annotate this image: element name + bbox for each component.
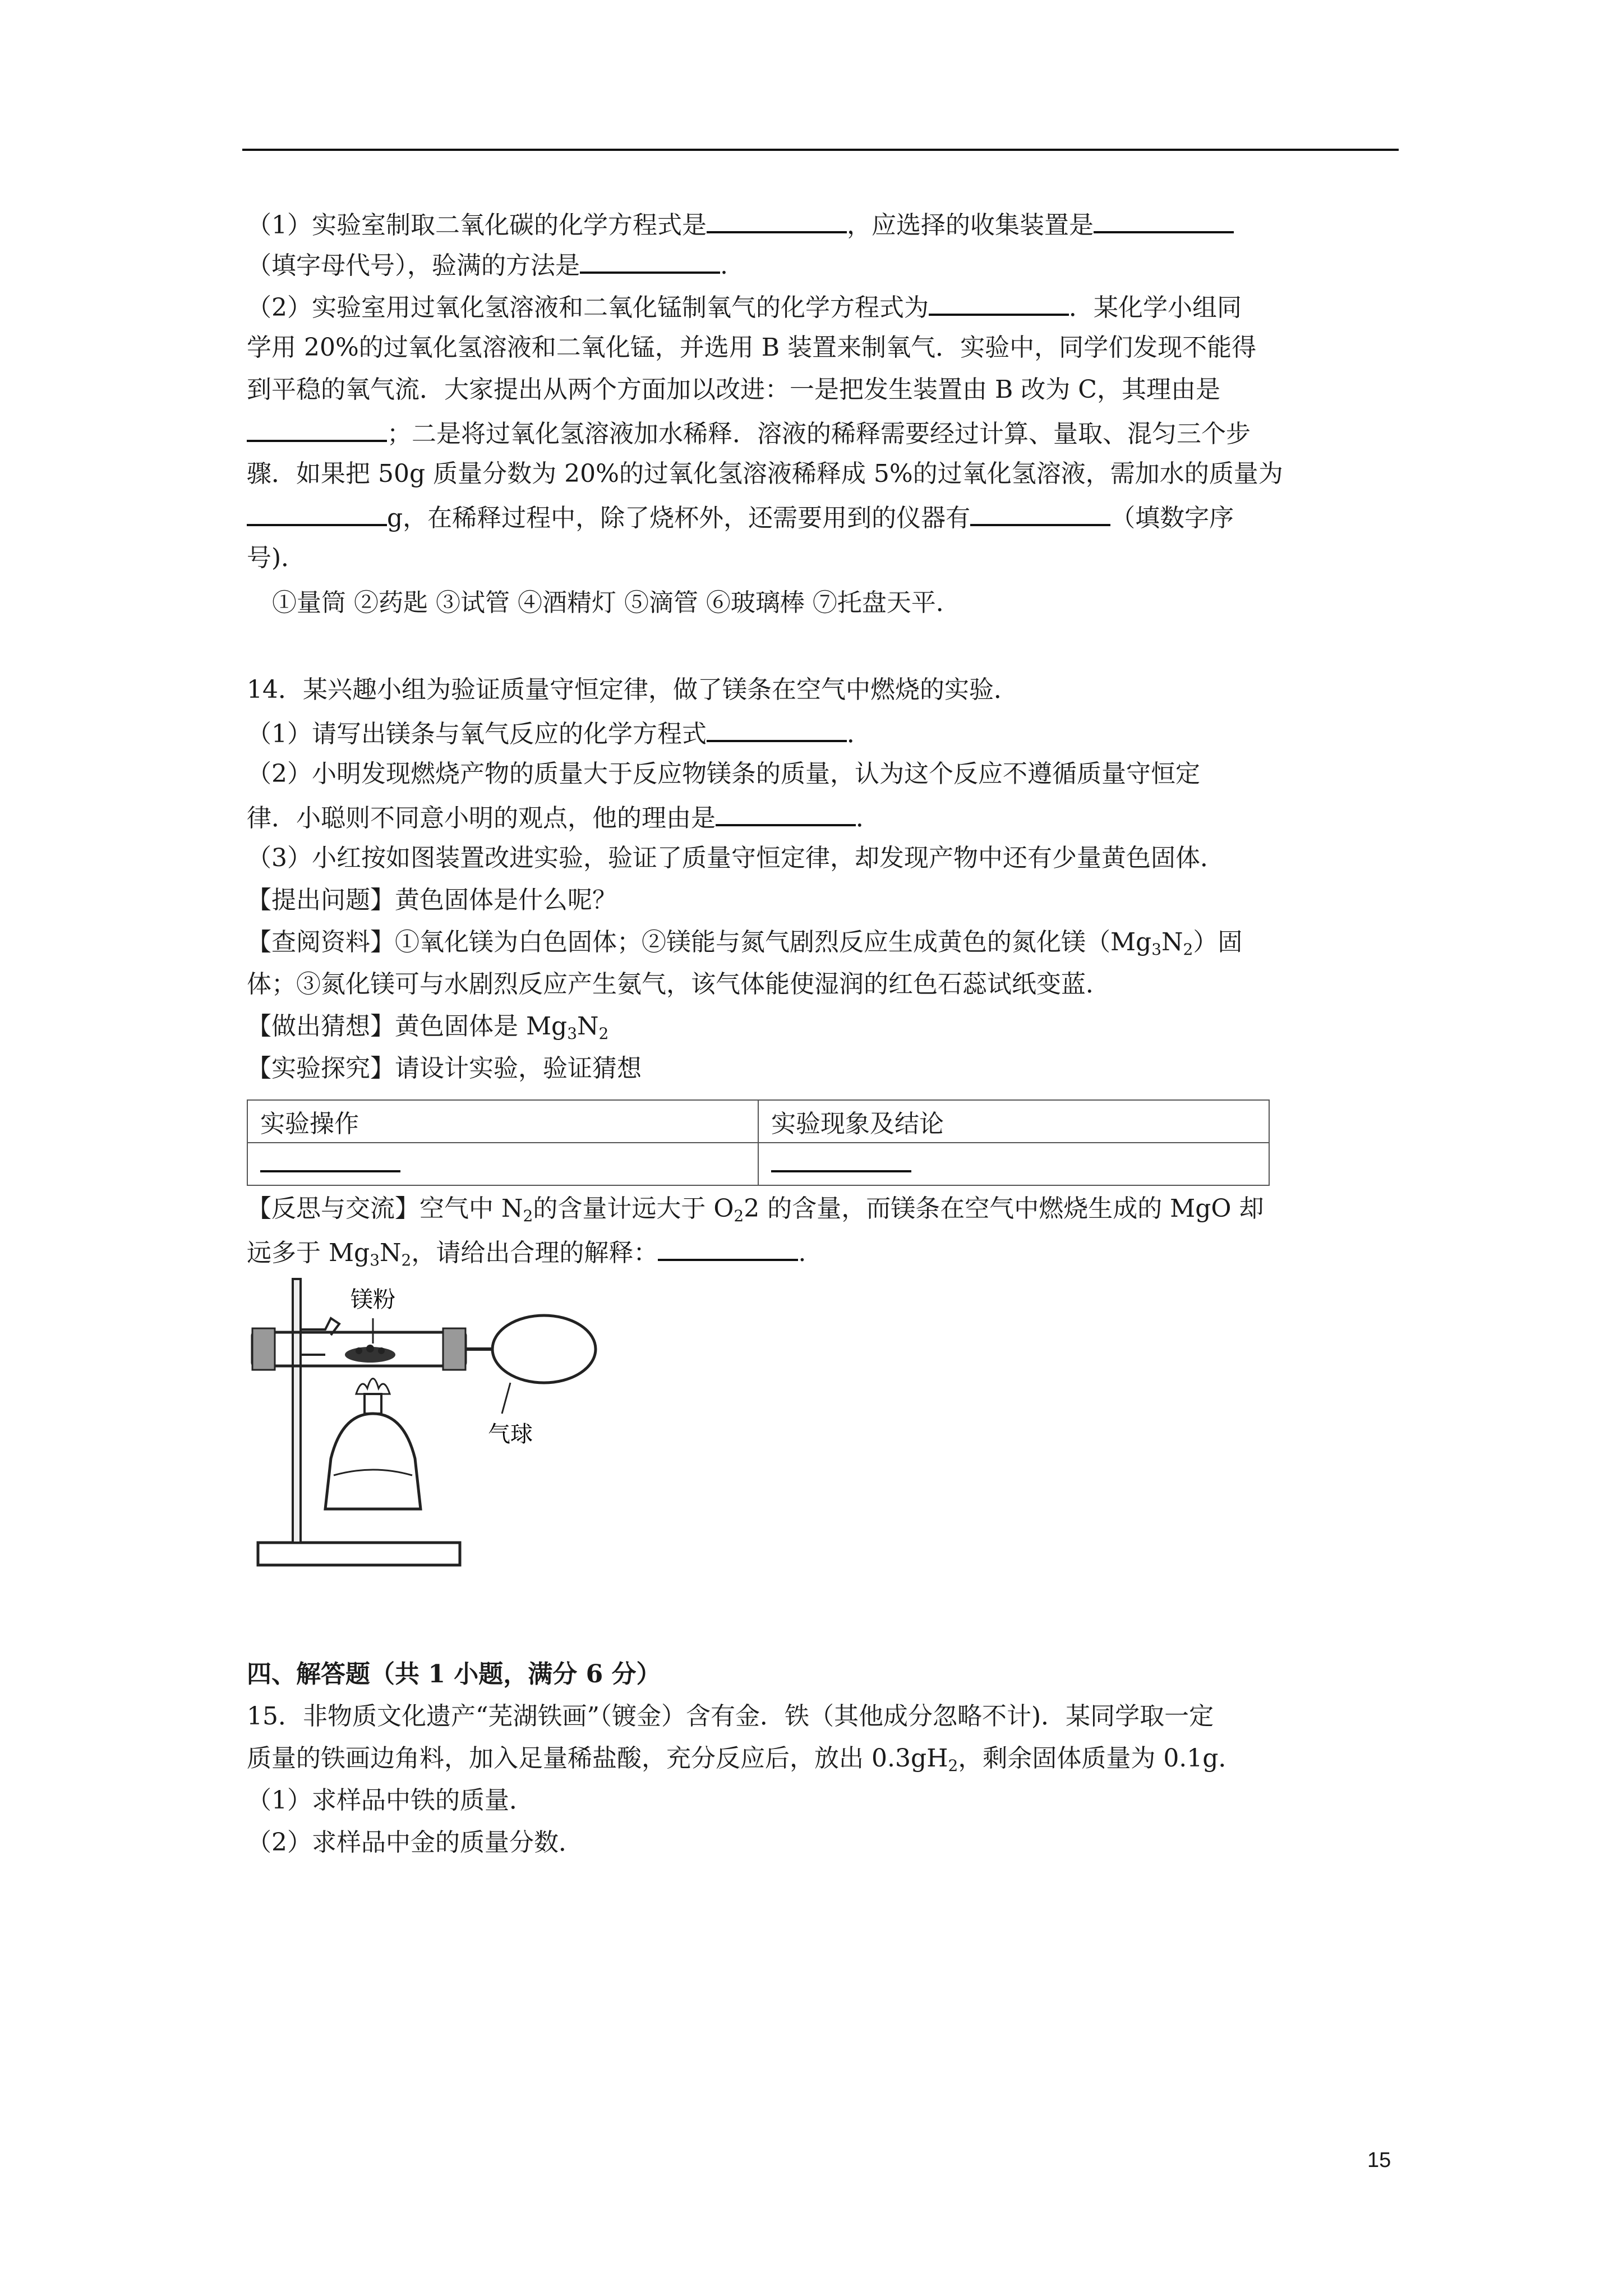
q14-text: ）固 [1193,928,1243,956]
q14-part3: （3）小红按如图装置改进实验，验证了质量守恒定律，却发现产物中还有少量黄色固体． [247,844,1225,872]
q14-text: 2 的含量，而镁条在空气中燃烧生成的 MgO 却 [744,1194,1264,1223]
table-header-row [247,1100,1269,1143]
subscript: 3 [567,1024,578,1043]
q15-text: ，剩余固体质量为 0.1g． [958,1744,1243,1773]
subscript: 2 [401,1251,412,1269]
table-header-cell: 实验操作 [247,1100,758,1143]
table-cell [758,1143,1269,1185]
subscript: 2 [523,1207,533,1225]
lamp-liquid [334,1470,412,1475]
stopper-right [443,1328,465,1370]
page-number: 15 [1367,2148,1391,2172]
q13-text: （1）实验室制取二氧化碳的化学方程式是 [247,211,707,240]
q14-part2-line2 [247,799,1402,835]
answer-blank [716,799,856,826]
table-row [247,1143,1269,1185]
section-heading: 四、解答题（共 1 小题，满分 6 分） [247,1660,661,1688]
q15-line1: 15．非物质文化遗产“芜湖铁画”（镀金）含有金．铁（其他成分忽略不计)．某同学取一定 [247,1702,1214,1731]
header-rule [242,149,1399,151]
q15-part1: （1）求样品中铁的质量． [247,1786,534,1815]
q13-text: （2）实验室用过氧化氢溶液和二氧化锰制氧气的化学方程式为 [247,293,929,322]
q14-reference-line1: 【查阅资料】①氧化镁为白色固体；②镁能与氮气剧烈反应生成黄色的氮化镁$(Mg_3N_2)$固 [247,928,1243,959]
q13-part2-line3: 到平稳的氧气流．大家提出从两个方面加以改进：一是把发生装置由 B 改为 C，其理由是 [247,375,1220,404]
subscript: 2 [1183,940,1193,959]
q14-text: . [798,1239,806,1267]
q13-text: （填数字序 [1110,504,1234,532]
table-cell [247,1143,758,1185]
q13-part1-line2 [247,247,1402,283]
q13-part2-line6 [247,499,1402,535]
balloon [492,1315,596,1383]
balloon-pointer [502,1383,510,1414]
q14-title: 14．某兴趣小组为验证质量守恒定律，做了镁条在空气中燃烧的实验． [247,675,1018,704]
apparatus-figure [247,1273,673,1576]
q14-text: ． [847,720,872,748]
q14-reflect-line1 [247,1192,1402,1226]
subscript: 3 [1151,940,1162,959]
stand-base [258,1543,460,1565]
q14-guess: 【做出猜想】黄色固体是 $Mg_3N_2$ [247,1012,609,1043]
subscript: 2 [598,1024,609,1043]
lamp-wick-holder [365,1394,381,1414]
stopper-left [252,1328,275,1370]
q14-part2-line1: （2）小明发现燃烧产物的质量大于反应物镁条的质量，认为这个反应不遵循质量守恒定 [247,760,1200,788]
q13-text: ．某化学小组同 [1069,293,1242,322]
q13-part2-line7: 号)． [247,544,306,572]
q13-text: ；二是将过氧化氢溶液加水稀释．溶液的稀释需要经过计算、量取、混匀三个步 [387,420,1251,448]
q14-text: （1）请写出镁条与氧气反应的化学方程式 [247,720,707,748]
answer-blank [247,415,387,442]
subscript: 3 [370,1251,380,1269]
instrument-list: ①量筒 ②药匙 ③试管 ④酒精灯 ⑤滴管 ⑥玻璃棒 ⑦托盘天平． [272,588,961,617]
subscript: 2 [734,1207,744,1225]
q13-text: g，在稀释过程中，除了烧杯外，还需要用到的仪器有 [387,504,971,532]
answer-blank [771,1153,911,1172]
clamp [301,1318,339,1355]
magnesium-powder [345,1345,395,1363]
q13-part1-line1 [247,206,1402,242]
stand-rod [293,1279,301,1543]
experiment-table [247,1099,1270,1186]
answer-blank [580,247,720,274]
q14-text: ，请给出合理的解释： [411,1239,658,1267]
q14-text: ． [856,804,880,832]
q14-part1 [247,715,1402,751]
q13-part2-line1 [247,289,1402,325]
flame [356,1379,390,1395]
subscript: 2 [948,1756,958,1775]
q13-part2-line5: 骤．如果把 50g 质量分数为 20%的过氧化氢溶液稀释成 5%的过氧化氢溶液，需加水的质量为 [247,459,1283,488]
table-header-cell: 实验现象及结论 [758,1100,1269,1143]
q14-text: 的含量计远大于 O [533,1194,734,1223]
q14-text: 【反思与交流】空气中 N [247,1194,523,1223]
q13-text: （填字母代号），验满的方法是 [247,251,580,280]
label-balloon: 气球 [488,1421,533,1447]
q15-line2 [247,1742,1402,1775]
q13-part2-line4 [247,415,1402,451]
answer-blank [929,289,1069,316]
q14-text: 律．小聪则不同意小明的观点，他的理由是 [247,804,716,832]
q14-question: 【提出问题】黄色固体是什么呢？ [247,886,617,914]
q14-reflect-line2: 远多于 $Mg_3N_2$，请给出合理的解释： . [247,1234,1402,1270]
answer-blank [247,499,387,526]
q15-text: 质量的铁画边角料，加入足量稀盐酸，充分反应后，放出 0.3gH [247,1744,948,1773]
q14-text: 【查阅资料】①氧化镁为白色固体；②镁能与氮气剧烈反应生成黄色的氮化镁（Mg [247,928,1152,956]
q15-part2: （2）求样品中金的质量分数． [247,1828,583,1857]
q14-text: 【做出猜想】黄色固体是 Mg [247,1012,568,1041]
answer-blank [707,206,847,233]
q14-text: 远多于 Mg [247,1239,370,1267]
q13-part2-line2: 学用 20%的过氧化氢溶液和二氧化锰，并选用 B 装置来制氧气．实验中，同学们发现不能得 [247,333,1257,362]
answer-blank [658,1234,798,1261]
alcohol-lamp [325,1414,421,1509]
answer-blank [707,715,847,742]
q14-explore: 【实验探究】请设计实验，验证猜想 [247,1054,642,1083]
answer-blank [1094,206,1234,233]
answer-blank [260,1153,400,1172]
answer-blank [970,499,1110,526]
q14-reference-line2: 体；③氮化镁可与水剧烈反应产生氨气，该气体能使湿润的红色石蕊试纸变蓝． [247,970,1110,999]
label-magnesium-powder: 镁粉 [351,1287,395,1313]
q13-text: ，应选择的收集装置是 [847,211,1094,240]
q13-text: . [720,251,728,280]
